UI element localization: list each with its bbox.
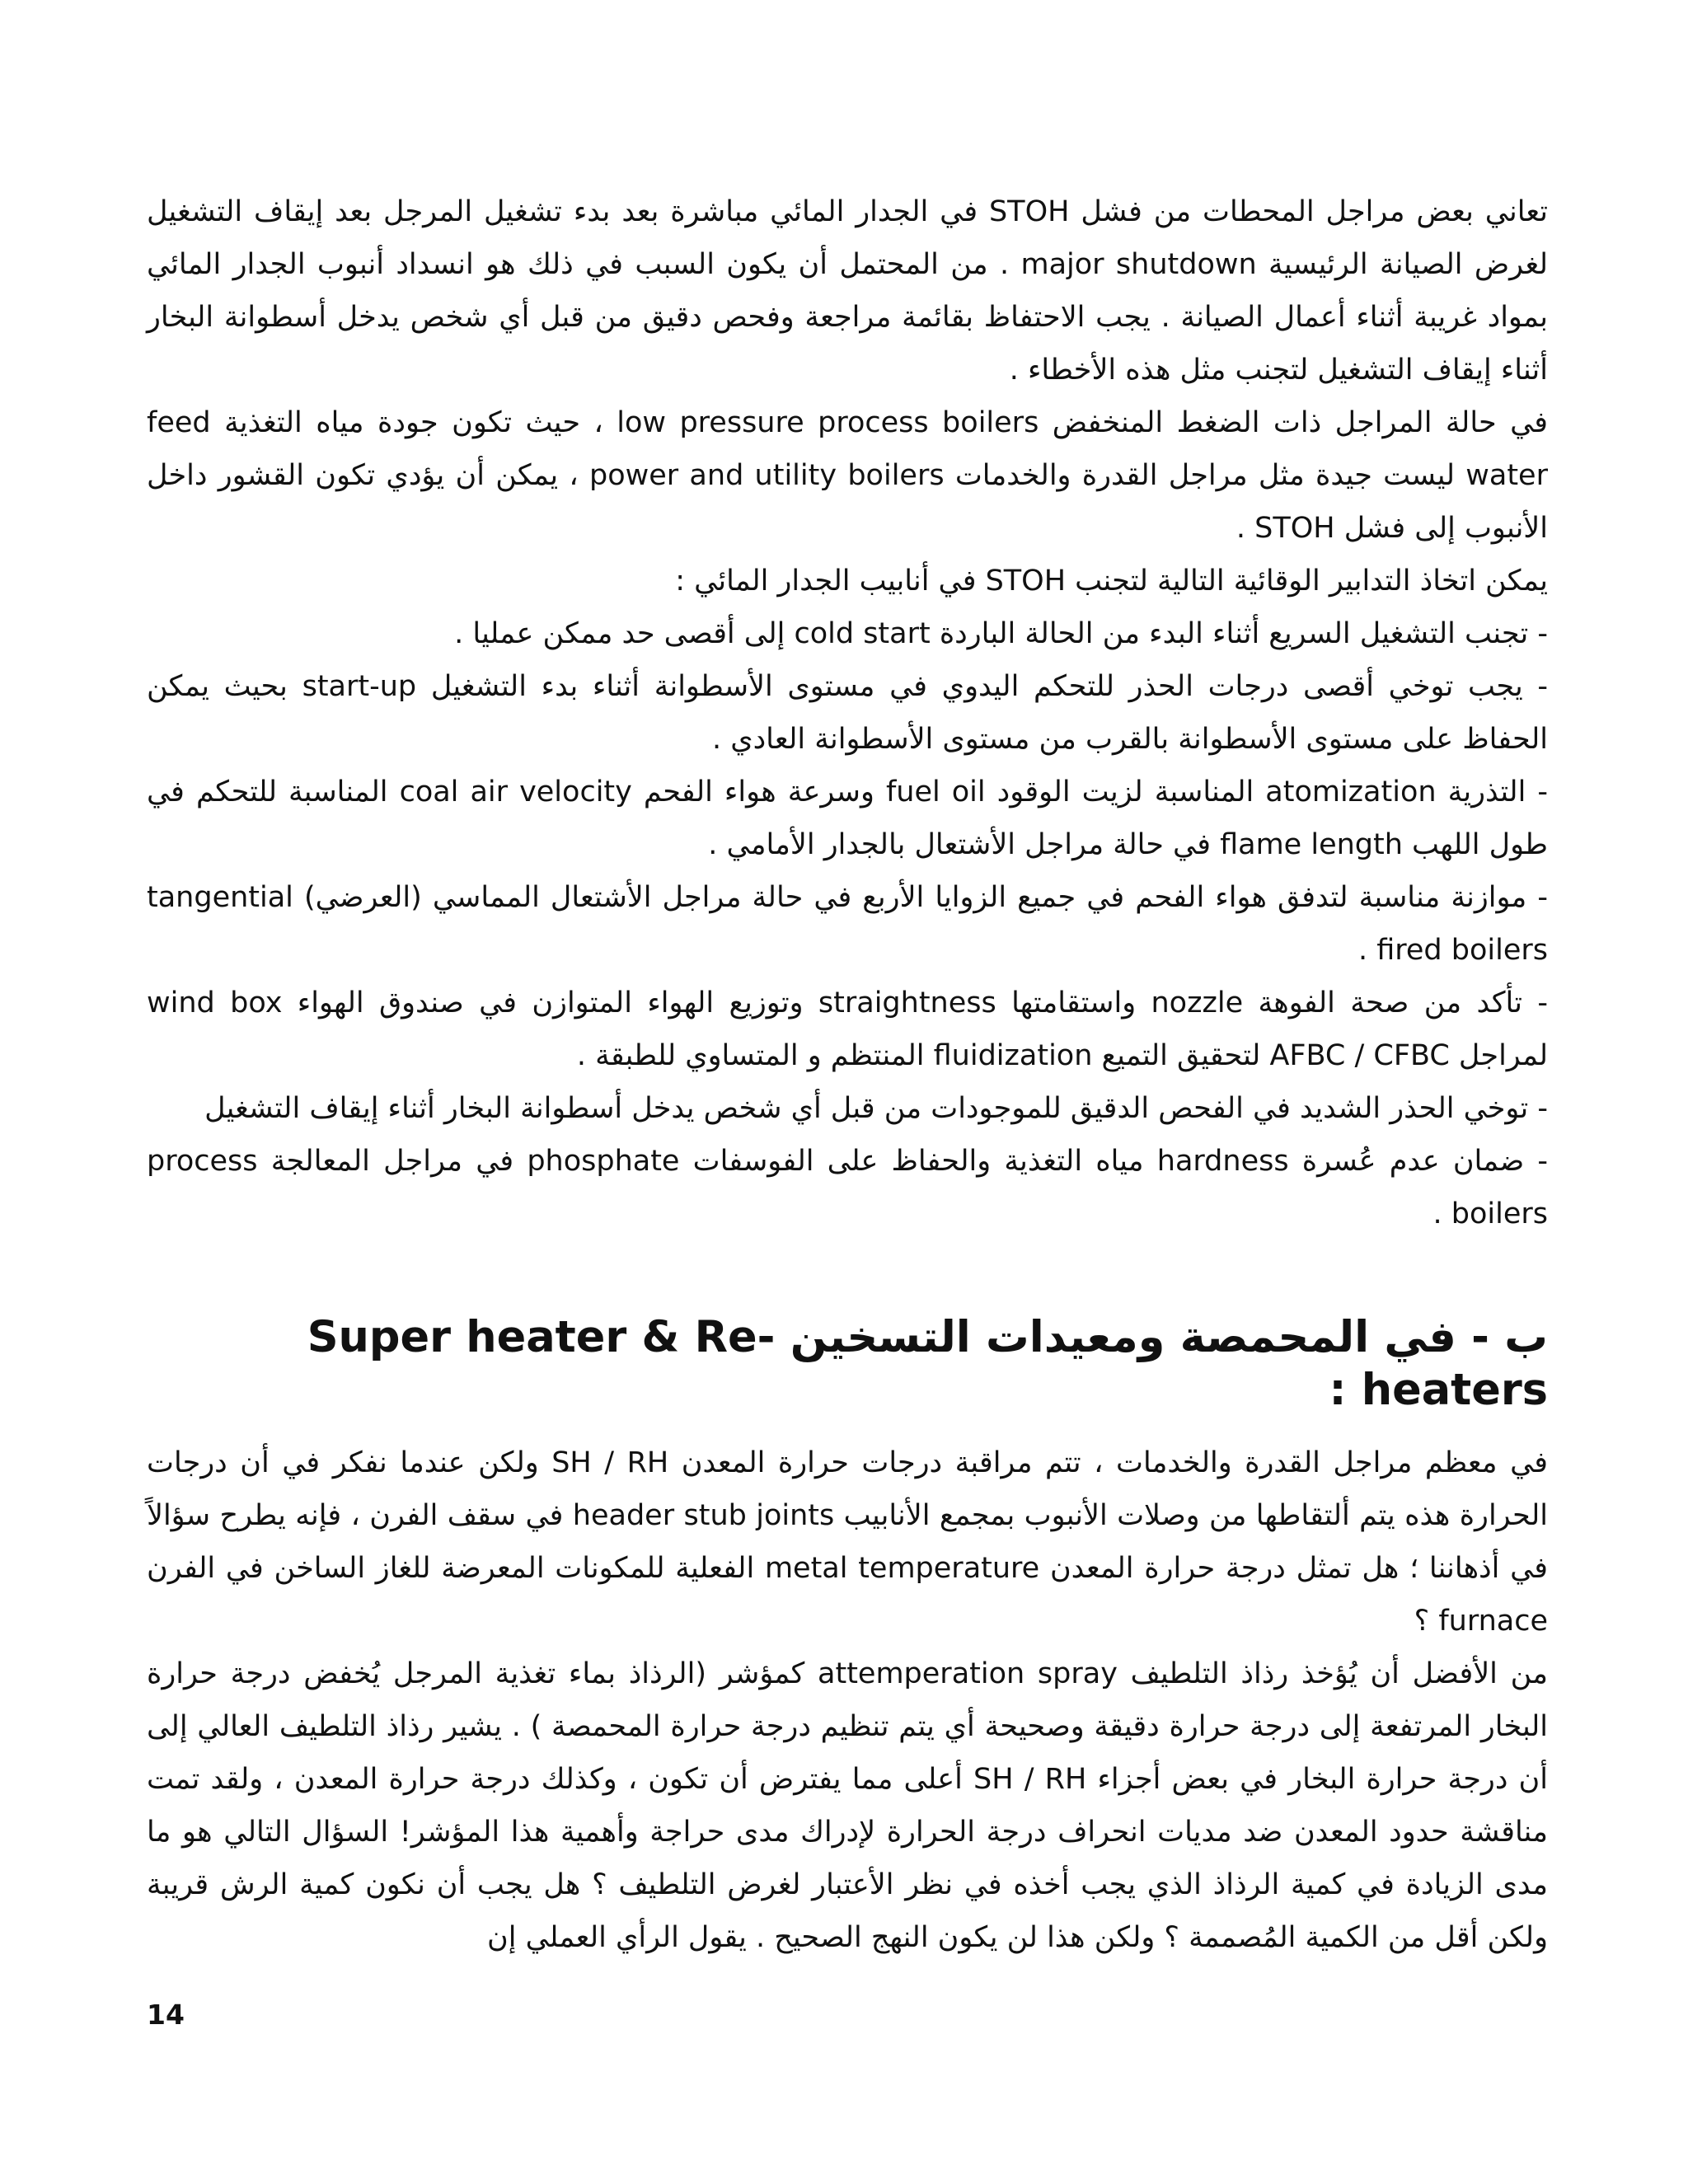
list-item: - يجب توخي أقصى درجات الحذر للتحكم اليدوي في مستوى الأسطوانة أثناء بدء التشغيل start-up بحيث يمكن الحفاظ على مستوى الأسطوانة بالقرب من مستوى الأسطوانة العادي . bbox=[147, 670, 1549, 756]
preventive-measures-list bbox=[147, 607, 1548, 1240]
list-item: - توخي الحذر الشديد في الفحص الدقيق للموجودات من قبل أي شخص يدخل أسطوانة البخار أثناء إيقاف التشغيل bbox=[204, 1092, 1548, 1125]
page-body bbox=[147, 185, 1548, 1964]
section-heading: ب - في المحمصة ومعيدات التسخين Super heater & Re-heaters : bbox=[307, 1312, 1548, 1415]
list-item: - ضمان عدم عُسرة hardness مياه التغذية والحفاظ على الفوسفات phosphate في مراجل المعالجة process boilers . bbox=[147, 1145, 1548, 1230]
paragraph-metal-temperature: في معظم مراجل القدرة والخدمات ، تتم مراقبة درجات حرارة المعدن SH / RH ولكن عندما نفكر في أن درجات الحرارة هذه يتم ألتقاطها من وصلات الأنبوب بمجمع الأنابيب header stub joints في سقف الفرن ، فإنه يطرح سؤالاً في أذهاننا ؛ هل تمثل درجة حرارة المعدن metal temperature الفعلية للمكونات المعرضة للغاز الساخن في الفرن furnace ؟ bbox=[147, 1446, 1548, 1638]
section-a bbox=[147, 185, 1548, 1240]
section-spacer bbox=[147, 1240, 1548, 1311]
list-item: - التذرية atomization المناسبة لزيت الوقود fuel oil وسرعة هواء الفحم coal air velocity المناسبة للتحكم في طول اللهب flame length في حالة مراجل الأشتعال بالجدار الأمامي . bbox=[147, 776, 1549, 861]
paragraph-low-pressure-boilers: في حالة المراجل ذات الضغط المنخفض low pressure process boilers ، حيث تكون جودة مياه التغذية feed water ليست جيدة مثل مراجل القدرة والخدمات power and utility boilers ، يمكن أن يؤدي تكون القشور داخل الأنبوب إلى فشل STOH . bbox=[147, 406, 1548, 545]
paragraph-attemperation-spray: من الأفضل أن يُؤخذ رذاذ التلطيف attemperation spray كمؤشر (الرذاذ بماء تغذية المرجل يُخفض درجة حرارة البخار المرتفعة إلى درجة حرارة دقيقة وصحيحة أي يتم تنظيم درجة حرارة المحمصة ) . يشير رذاذ التلطيف العالي إلى أن درجة حرارة البخار في بعض أجزاء SH / RH أعلى مما يفترض أن تكون ، وكذلك درجة حرارة المعدن ، ولقد تمت مناقشة حدود المعدن ضد مديات انحراف درجة الحرارة لإدراك مدى حراجة وأهمية هذا المؤشر! السؤال التالي هو ما مدى الزيادة في كمية الرذاذ الذي يجب أخذه في نظر الأعتبار لغرض التلطيف ؟ هل يجب أن نكون كمية الرش قريبة ولكن أقل من الكمية المُصممة ؟ ولكن هذا لن يكون النهج الصحيح . يقول الرأي العملي إن bbox=[147, 1657, 1549, 1954]
list-item: - تأكد من صحة الفوهة nozzle واستقامتها straightness وتوزيع الهواء المتوازن في صندوق الهواء wind box لمراجل AFBC / CFBC لتحقيق التميع fluidization المنتظم و المتساوي للطبقة . bbox=[147, 987, 1548, 1072]
page-number: 14 bbox=[147, 1999, 185, 2031]
list-item: - تجنب التشغيل السريع أثناء البدء من الحالة الباردة cold start إلى أقصى حد ممكن عمليا . bbox=[454, 617, 1548, 650]
section-b bbox=[147, 1311, 1548, 1964]
paragraph-preventive-measures-intro: يمكن اتخاذ التدابير الوقائية التالية لتجنب STOH في أنابيب الجدار المائي : bbox=[675, 565, 1548, 598]
paragraph-stoh-after-shutdown: تعاني بعض مراجل المحطات من فشل STOH في الجدار المائي مباشرة بعد بدء تشغيل المرجل بعد إيقاف التشغيل لغرض الصيانة الرئيسية major shutdown . من المحتمل أن يكون السبب في ذلك هو انسداد أنبوب الجدار المائي بمواد غريبة أثناء أعمال الصيانة . يجب الاحتفاظ بقائمة مراجعة وفحص دقيق من قبل أي شخص يدخل أسطوانة البخار أثناء إيقاف التشغيل لتجنب مثل هذه الأخطاء . bbox=[147, 195, 1548, 387]
list-item: - موازنة مناسبة لتدفق هواء الفحم في جميع الزوايا الأربع في حالة مراجل الأشتعال المماسي (العرضي) tangential fired boilers . bbox=[147, 881, 1548, 967]
